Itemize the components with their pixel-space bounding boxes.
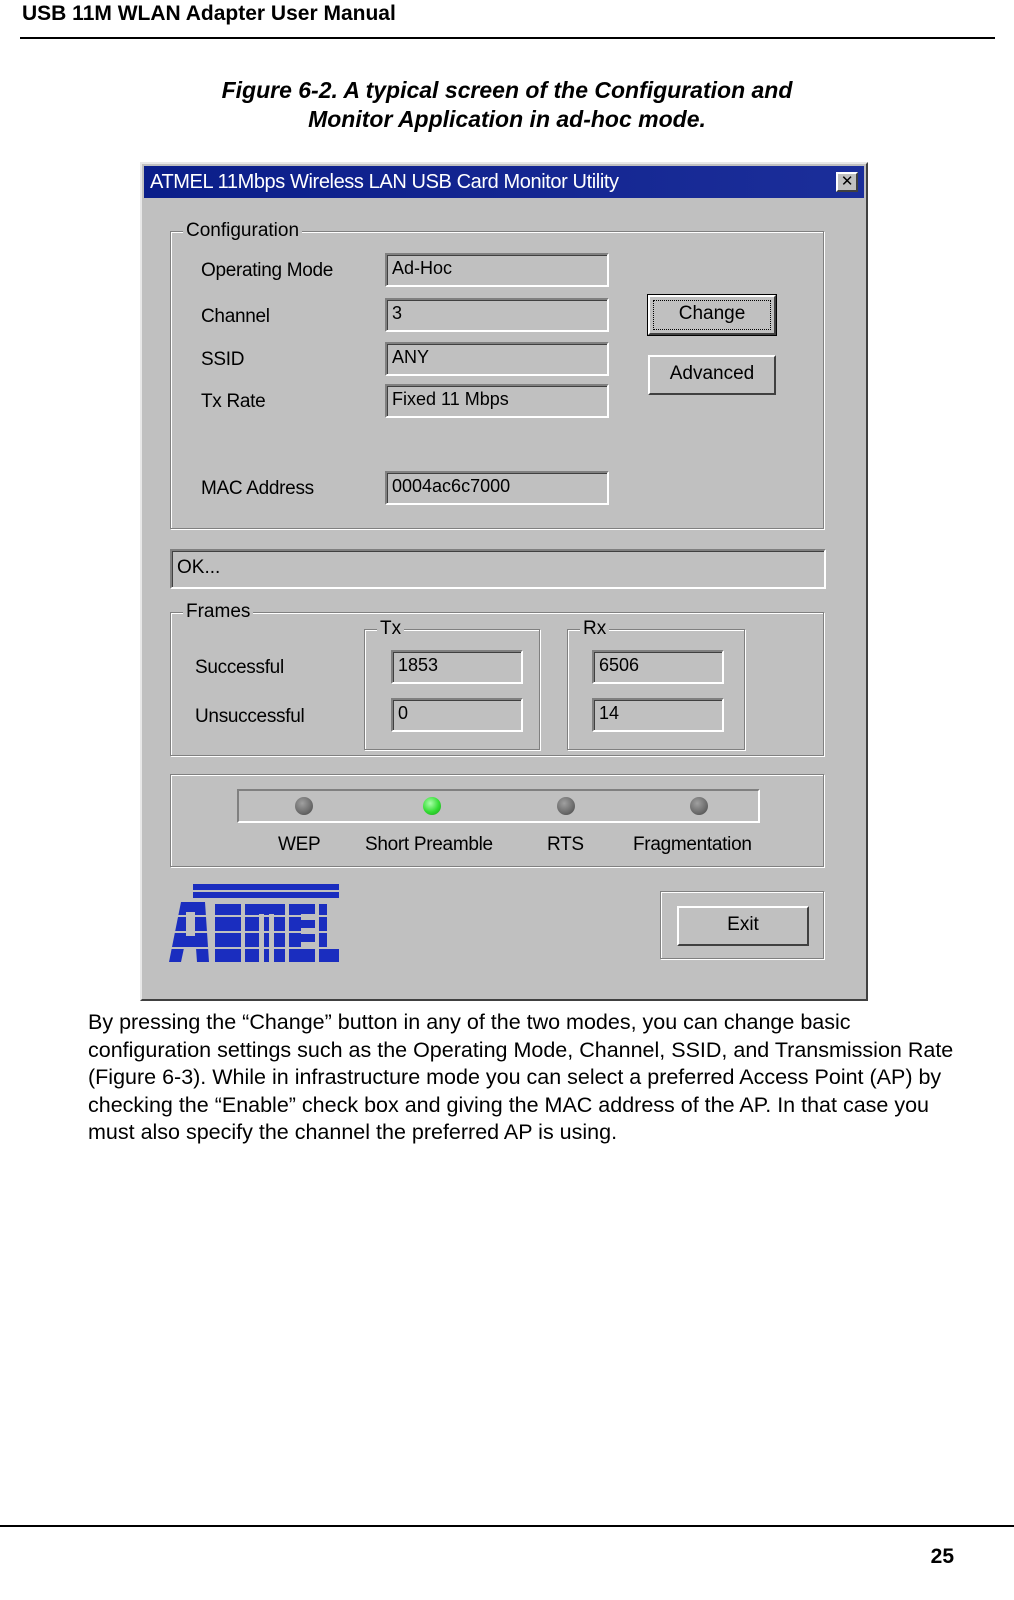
tx-successful-field: 1853 <box>391 650 523 684</box>
exit-button[interactable] <box>677 906 809 946</box>
indicators-group <box>170 774 824 867</box>
ssid-label: SSID <box>201 349 245 370</box>
channel-label: Channel <box>201 306 270 327</box>
rx-group <box>567 618 745 750</box>
advanced-button-label: Advanced <box>669 363 755 384</box>
window-title-bar[interactable] <box>144 166 864 198</box>
led-panel <box>237 789 760 823</box>
successful-label: Successful <box>195 657 284 678</box>
close-icon: ✕ <box>840 173 854 190</box>
tx-unsuccessful-field: 0 <box>391 698 523 732</box>
atmel-logo <box>169 882 341 964</box>
focus-rectangle <box>653 300 771 330</box>
tx-group <box>364 618 540 750</box>
rts-indicator-icon <box>557 797 575 815</box>
advanced-button[interactable] <box>648 355 776 395</box>
tx-group-title: Tx <box>377 618 404 640</box>
atmel-logo-icon <box>169 882 341 964</box>
configuration-group <box>170 220 824 529</box>
ssid-field[interactable]: ANY <box>385 342 609 376</box>
short-preamble-label: Short Preamble <box>365 834 493 855</box>
change-button-label: Change <box>678 303 746 324</box>
footer-rule <box>0 1525 1014 1527</box>
configuration-group-title: Configuration <box>183 220 302 242</box>
frames-group-title: Frames <box>183 601 253 623</box>
body-paragraph: By pressing the “Change” button in any of the two modes, you can change basic configuration settings such as the Operating Mode, Channel, SSID, and Transmission Rate (Figure 6-3). While in infrastructure mode you can select a preferred Access Point (AP) by checking the “Enable” check box and giving the MAC address of the AP. In that case you must also specify the channel the preferred AP is using. <box>88 1010 954 1145</box>
window-title: ATMEL 11Mbps Wireless LAN USB Card Monitor Utility <box>150 171 619 193</box>
close-button[interactable] <box>836 172 858 192</box>
running-header: USB 11M WLAN Adapter User Manual <box>22 2 396 25</box>
fragmentation-label: Fragmentation <box>633 834 752 855</box>
mac-address-label: MAC Address <box>201 478 314 499</box>
rx-group-title: Rx <box>580 618 609 640</box>
mac-address-field[interactable]: 0004ac6c7000 <box>385 471 609 505</box>
tx-rate-label: Tx Rate <box>201 391 266 412</box>
exit-button-label: Exit <box>727 914 759 935</box>
monitor-utility-window <box>140 162 868 1001</box>
wep-indicator-icon <box>295 797 313 815</box>
caption-line-2: Monitor Application in ad-hoc mode. <box>308 106 706 132</box>
frames-group <box>170 601 824 756</box>
rx-successful-field: 6506 <box>592 650 724 684</box>
header-rule <box>20 37 995 39</box>
wep-label: WEP <box>278 834 321 855</box>
tx-rate-field[interactable]: Fixed 11 Mbps <box>385 384 609 418</box>
status-field: OK... <box>170 549 826 589</box>
short-preamble-indicator-icon <box>423 797 441 815</box>
fragmentation-indicator-icon <box>690 797 708 815</box>
figure-caption <box>0 76 1014 134</box>
caption-line-1: Figure 6-2. A typical screen of the Configuration and <box>221 77 793 103</box>
channel-field[interactable]: 3 <box>385 298 609 332</box>
rx-unsuccessful-field: 14 <box>592 698 724 732</box>
operating-mode-label: Operating Mode <box>201 260 334 281</box>
change-button[interactable] <box>648 295 776 335</box>
rts-label: RTS <box>547 834 584 855</box>
page-number: 25 <box>930 1545 954 1568</box>
unsuccessful-label: Unsuccessful <box>195 706 305 727</box>
exit-group <box>660 891 824 959</box>
operating-mode-field[interactable]: Ad-Hoc <box>385 253 609 287</box>
